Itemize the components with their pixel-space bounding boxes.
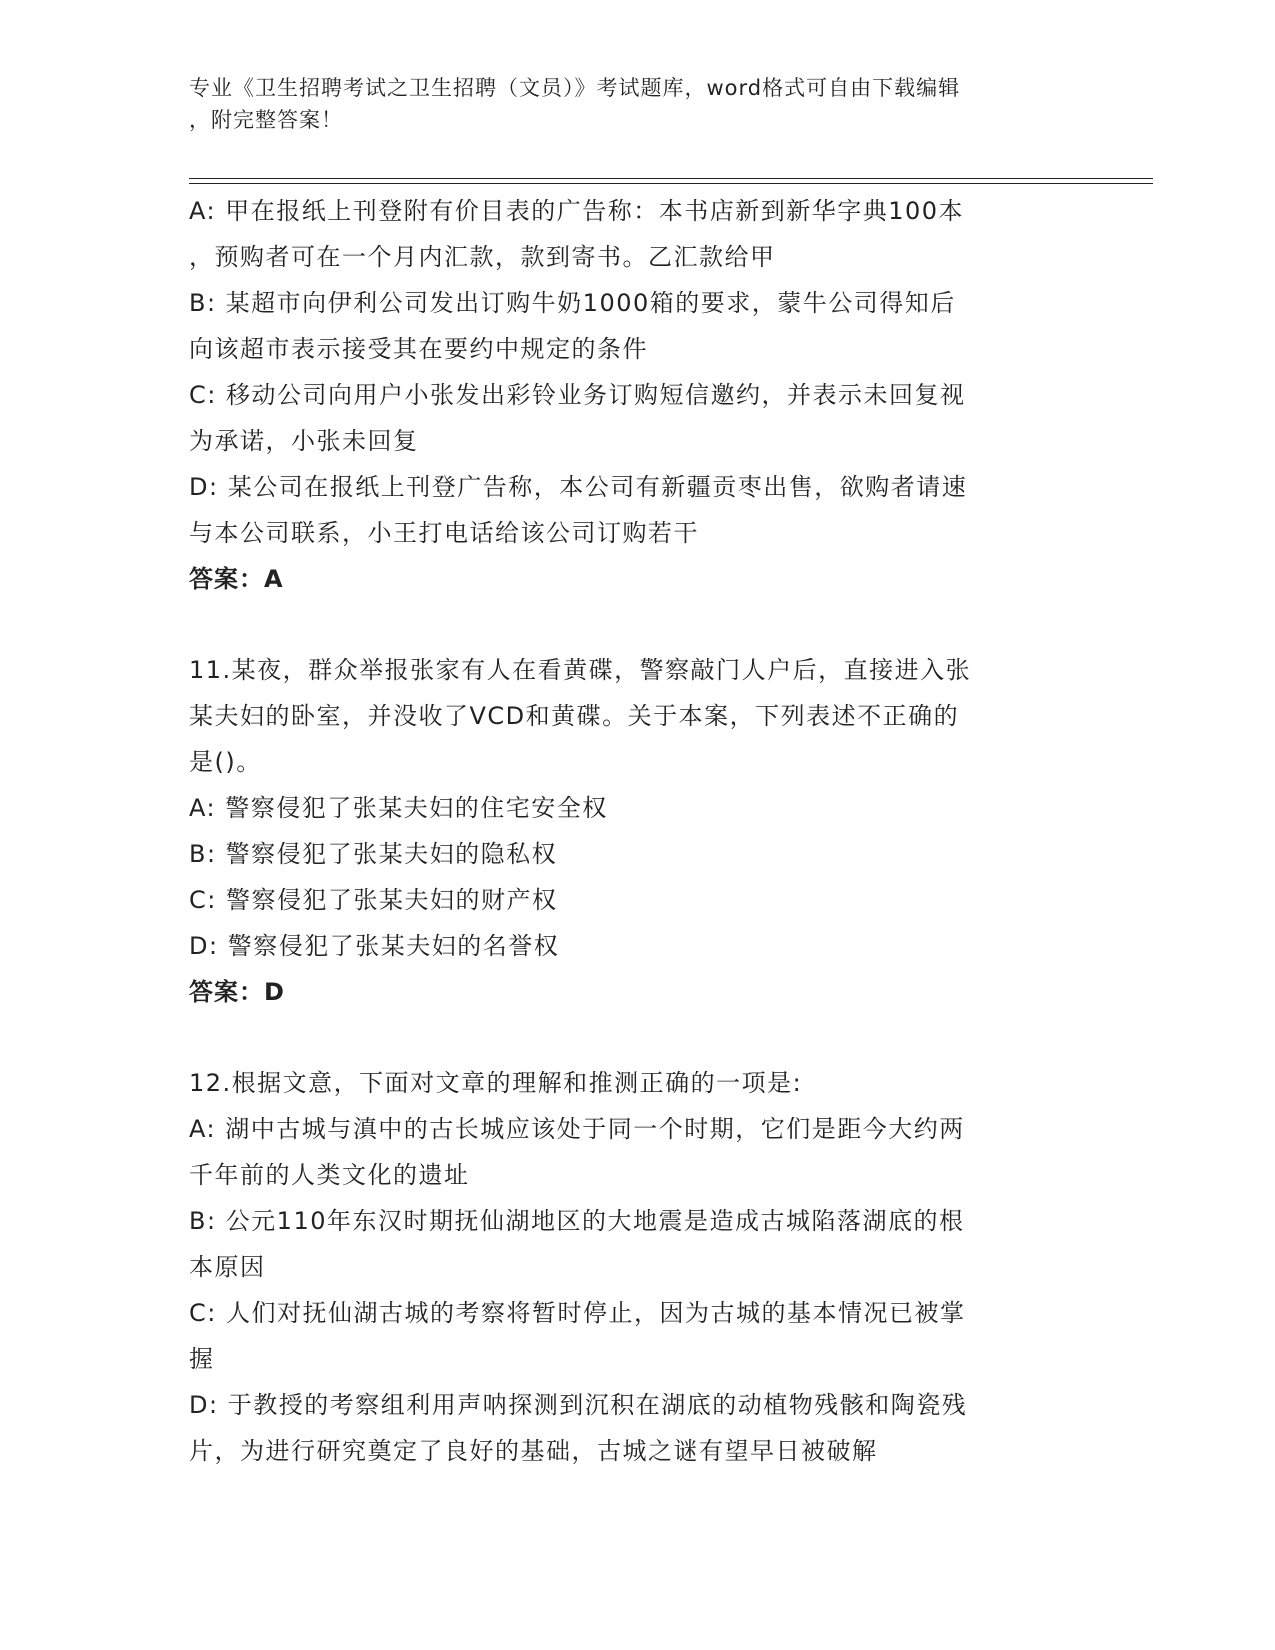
document-body — [189, 188, 1089, 1474]
option-b-line-2: 向该超市表示接受其在要约中规定的条件 — [189, 335, 648, 363]
option-a-line-1: A: 湖中古城与滇中的古长城应该处于同一个时期，它们是距今大约两 — [189, 1115, 965, 1143]
option-c-line-2: 握 — [189, 1345, 215, 1373]
question-stem: 12.根据文意，下面对文章的理解和推测正确的一项是: — [189, 1069, 803, 1097]
option-c-line-2: 为承诺，小张未回复 — [189, 427, 419, 455]
question-stem-line-2: 某夫妇的卧室，并没收了VCD和黄碟。关于本案，下列表述不正确的 — [189, 702, 960, 730]
question-10-options — [189, 188, 1089, 602]
spacer — [189, 1015, 1089, 1060]
option-a-line-2: 千年前的人类文化的遗址 — [189, 1161, 470, 1189]
option-d-line-1: D: 某公司在报纸上刊登广告称，本公司有新疆贡枣出售，欲购者请速 — [189, 473, 968, 501]
option-b-line-2: 本原因 — [189, 1253, 266, 1281]
header-divider-bottom — [189, 183, 1153, 184]
question-stem-line-1: 11.某夜，群众举报张家有人在看黄碟，警察敲门人户后，直接进入张 — [189, 656, 972, 684]
option-a-line-2: ，预购者可在一个月内汇款，款到寄书。乙汇款给甲 — [189, 243, 776, 271]
question-11 — [189, 647, 1089, 1015]
header-divider-top — [189, 178, 1153, 179]
option-b: B: 警察侵犯了张某夫妇的隐私权 — [189, 840, 558, 868]
option-d-line-2: 片，为进行研究奠定了良好的基础，古城之谜有望早日被破解 — [189, 1437, 878, 1465]
header-line-1: 专业《卫生招聘考试之卫生招聘（文员）》考试题库，word格式可自由下载编辑 — [189, 76, 961, 100]
document-header — [189, 72, 1079, 136]
option-a-line-1: A: 甲在报纸上刊登附有价目表的广告称：本书店新到新华字典100本 — [189, 197, 965, 225]
option-a: A: 警察侵犯了张某夫妇的住宅安全权 — [189, 794, 608, 822]
option-d: D: 警察侵犯了张某夫妇的名誉权 — [189, 932, 560, 960]
option-d-line-1: D: 于教授的考察组利用声呐探测到沉积在湖底的动植物残骸和陶瓷残 — [189, 1391, 968, 1419]
option-c: C: 警察侵犯了张某夫妇的财产权 — [189, 886, 558, 914]
answer-label: 答案：A — [189, 565, 284, 593]
option-b-line-1: B: 某超市向伊利公司发出订购牛奶1000箱的要求，蒙牛公司得知后 — [189, 289, 956, 317]
question-stem-line-3: 是()。 — [189, 748, 262, 776]
question-12 — [189, 1060, 1089, 1474]
spacer — [189, 602, 1089, 647]
answer-label: 答案：D — [189, 978, 285, 1006]
option-c-line-1: C: 人们对抚仙湖古城的考察将暂时停止，因为古城的基本情况已被掌 — [189, 1299, 966, 1327]
option-d-line-2: 与本公司联系，小王打电话给该公司订购若干 — [189, 519, 699, 547]
header-line-2: ，附完整答案！ — [189, 108, 343, 132]
option-c-line-1: C: 移动公司向用户小张发出彩铃业务订购短信邀约，并表示未回复视 — [189, 381, 966, 409]
option-b-line-1: B: 公元110年东汉时期抚仙湖地区的大地震是造成古城陷落湖底的根 — [189, 1207, 965, 1235]
